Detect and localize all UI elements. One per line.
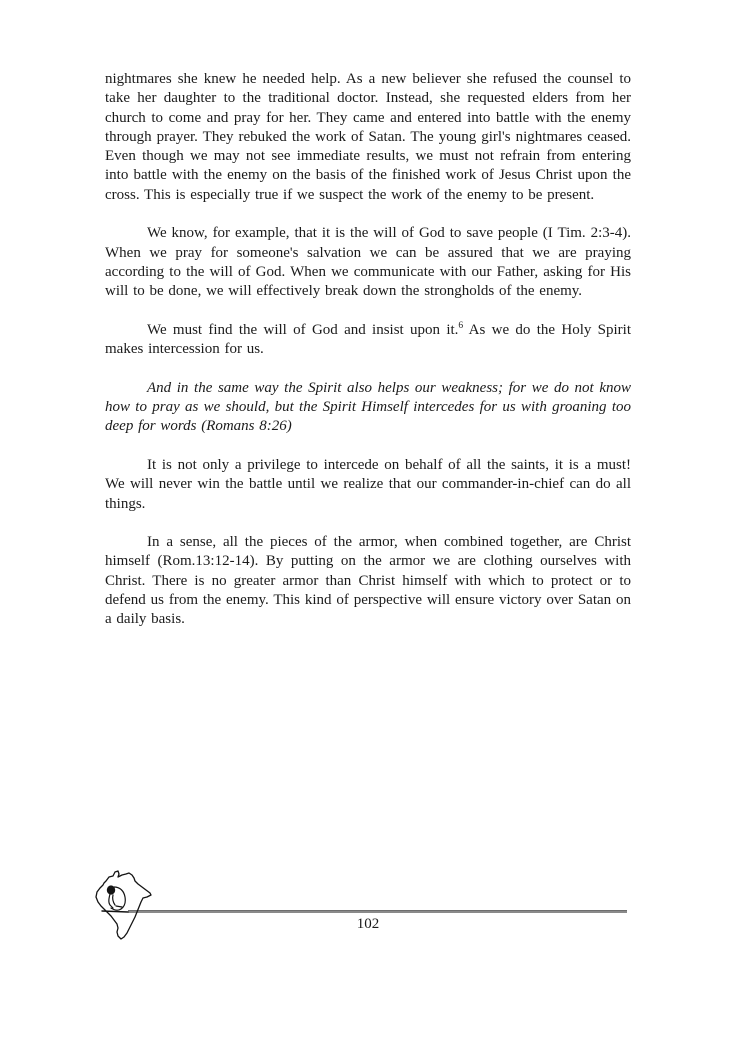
paragraph: nightmares she knew he needed help. As a new believer she refused the counsel to take her daughter to the traditional doctor. Instead, she requested elders from her church to come and pray for her. They came and entered into battle with the enemy through prayer. They rebuked the work of Satan. The young girl's nightmares ceased. Even though we may not see immediate results, we must not refrain from entering into battle with the enemy on the basis of the finished work of Jesus Christ upon the cross. This is especially true if we suspect the work of the enemy to be present. — [105, 71, 631, 203]
page-number: 102 — [356, 916, 380, 932]
paragraph: In a sense, all the pieces of the armor, when combined together, are Christ himself (Rom.13:12-14). By putting on the armor we are clothing ourselves with Christ. There is no greater armor than Christ himself with which to protect or to defend us from the enemy. This kind of perspective will ensure victory over Satan on a daily basis. — [105, 534, 631, 628]
footer-rule — [128, 910, 627, 913]
paragraph: We know, for example, that it is the will of God to save people (I Tim. 2:3-4). When we pray for someone's salvation we can be assured that we are praying according to the will of God. When we communicate with our Father, asking for His will to be done, we will effectively break down the strongholds of the enemy. — [105, 225, 631, 300]
paragraph-text: We must find the will of God and insist upon it. — [147, 321, 459, 338]
figure-ground-line — [102, 911, 128, 912]
paragraph-with-footnote — [105, 321, 631, 360]
scripture-quote: And in the same way the Spirit also helps our weakness; for we do not know how to pray as we should, but the Spirit Himself intercedes for us with groaning too deep for words (Romans 8:26) — [105, 379, 631, 435]
body-text — [105, 70, 631, 649]
paragraph-text: As we do the Holy Spirit makes intercession for us. — [105, 321, 632, 358]
paragraph: It is not only a privilege to intercede on behalf of all the saints, it is a must! We will never win the battle until we realize that our commander-in-chief can do all things. — [105, 456, 631, 512]
praying-figure-icon — [102, 885, 128, 912]
footnote-marker: 6 — [458, 320, 464, 331]
